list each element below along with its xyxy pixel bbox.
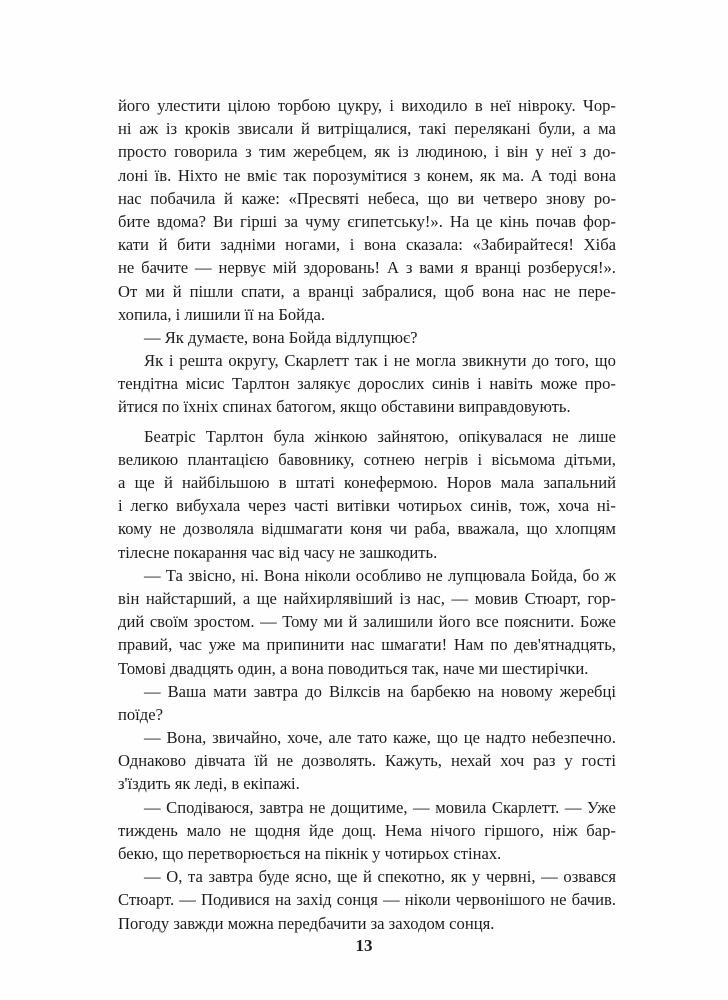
paragraph <box>118 349 616 419</box>
text-line: Беатріс Тарлтон була жінкою зайнятою, опікувалася не лише <box>144 426 616 446</box>
body-text <box>118 94 616 935</box>
paragraph <box>118 865 616 935</box>
text-line: його улестити цілою торбою цукру, і виходило в неї ніврокy. Чор- <box>118 96 616 115</box>
page-number: 13 <box>355 936 373 955</box>
text-line: — Сподіваюся, завтра не дощитиме, — мовила Скарлетт. — Уже <box>144 797 616 817</box>
text-line: лоні їв. Ніхто не вміє так порозумітися з конем, як ма. А тоді вона <box>118 165 616 185</box>
text-line: поїде? <box>118 704 163 724</box>
text-line: ні аж із кроків звисали й витріщалися, такі перелякані були, а ма <box>118 119 616 139</box>
text-line: Однаково дівчата їй не дозволять. Кажуть, нехай хоч раз у гості <box>118 751 616 771</box>
paragraph <box>118 726 616 796</box>
paragraph <box>118 425 616 564</box>
text-line: кому не дозволяла відшмагати коня чи раба, вважала, що хлопцям <box>118 519 616 539</box>
text-line: От ми й пішли спати, а вранці забралися, щоб вона нас не пере- <box>118 281 616 301</box>
text-line: бите вдома? Ви гірші за чуму єгипетську!». На це кінь почав фор- <box>118 211 616 231</box>
text-line: з'їздить як леді, в екіпажі. <box>118 774 300 794</box>
text-line: — О, та завтра буде ясно, ще й спекотно, як у червні, — озвався <box>144 867 616 887</box>
text-line: великою плантацією бавовнику, сотнею негрів і вісьмома дітьми, <box>118 449 616 469</box>
text-line: тендітна місис Тарлтон залякує дорослих синів і навіть може про- <box>118 374 616 394</box>
text-line: Погоду завжди можна передбачити за заходом сонця. <box>118 913 495 933</box>
text-line: — Вона, звичайно, хоче, але тато каже, що це надто небезпечно. <box>144 728 616 748</box>
paragraph <box>118 680 616 726</box>
text-line: не бачите — нервує мій здоровань! А з вами я вранці розберуся!». <box>118 258 616 278</box>
text-line: кати й бити задніми ногами, і вона сказала: «Забирайтеся! Хіба <box>118 235 616 255</box>
text-line: йтися по їхніх спинах батогом, якщо обставини виправдовують. <box>118 397 571 417</box>
text-line: — Ваша мати завтра до Вілксів на барбекю на новому жеребці <box>144 681 616 701</box>
text-line: тілесне покарання час від часу не зашкодить. <box>118 542 438 562</box>
text-line: правий, час уже ма припинити нас шмагати! Нам по дев'ятнадцять, <box>118 635 616 655</box>
text-line: дий своїм зростом. — Тому ми й залишили його все пояснити. Боже <box>118 612 616 632</box>
text-line: бекю, що перетворюється на пікнік у чотирьох стінах. <box>118 844 502 863</box>
text-line: нас побачила й каже: «Пресвяті небеса, що ви четверо знову ро- <box>118 188 616 208</box>
paragraph <box>118 796 616 866</box>
text-line: хопила, і лишили її на Бойда. <box>118 304 325 324</box>
paragraph <box>118 94 616 326</box>
paragraph <box>118 564 616 680</box>
text-line: він найстарший, а ще найхирлявіший із нас, — мовив Стюарт, гор- <box>118 588 616 608</box>
text-line: і легко вибухала через часті витівки чотирьох синів, тож, хоча ні- <box>118 496 616 516</box>
text-line: просто говорила з тим жеребцем, як із людиною, і він у неї з до- <box>118 142 616 162</box>
paragraph <box>118 326 616 349</box>
text-line: — Як думаєте, вона Бойда відлупцює? <box>144 327 418 347</box>
text-line: Томові двадцять один, а вона поводиться так, наче ми шестирічки. <box>118 658 589 678</box>
text-line: тиждень мало не щодня йде дощ. Нема нічого гіршого, ніж бар- <box>118 820 616 840</box>
text-line: — Та звісно, ні. Вона ніколи особливо не лупцювала Бойда, бо ж <box>144 565 616 585</box>
text-line: а ще й найбільшою в штаті конефермою. Норов мала запальний <box>118 473 616 492</box>
text-line: Стюарт. — Подивися на захід сонця — ніколи червонішого не бачив. <box>118 890 616 910</box>
text-line: Як і решта округу, Скарлетт так і не могла звикнути до того, що <box>144 351 616 371</box>
